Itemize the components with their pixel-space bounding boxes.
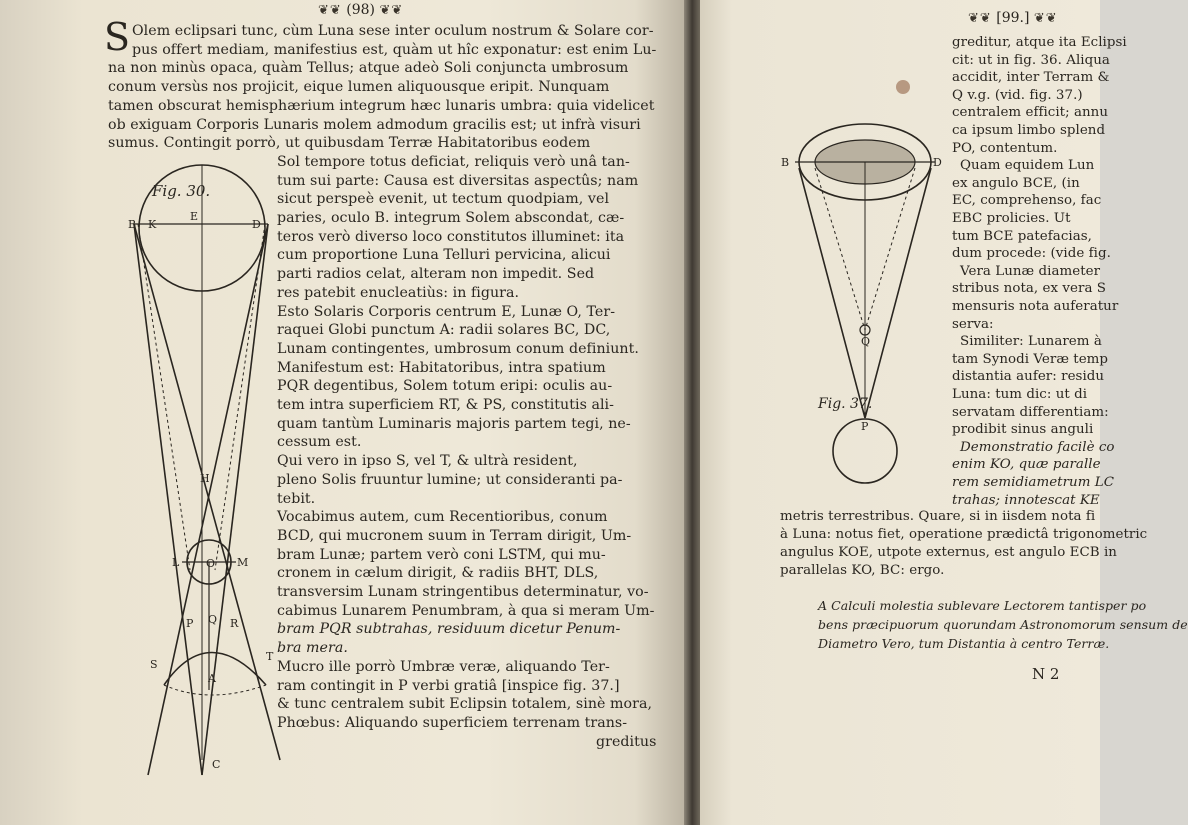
text-line: sicut perspeè evenit, ut tectum quodpiam, vel — [277, 191, 610, 208]
figure-label: K — [148, 218, 157, 231]
text-line: greditus — [596, 733, 657, 750]
text-line: Similiter: Lunarem à — [960, 334, 1102, 350]
text-line: serva: — [952, 316, 994, 332]
header-ornament: ❦❦ — [379, 3, 404, 18]
figure-label: T — [266, 650, 274, 663]
figure-label: L — [172, 556, 180, 569]
text-line: metris terrestribus. Quare, si in iisdem nota fi — [780, 509, 1096, 524]
text-line: na non minùs opaca, quàm Tellus; atque adeò Soli conjuncta umbrosum — [108, 60, 629, 77]
text-line: à Luna: notus fiet, operatione prædictâ trigonometric — [780, 527, 1148, 542]
right-page — [700, 0, 1188, 825]
text-line: Lunam contingentes, umbrosum conum definiunt. — [277, 340, 639, 357]
text-line: accidit, inter Terram & — [952, 70, 1110, 86]
text-line: parti radios celat, alteram non impedit. Sed — [277, 266, 595, 283]
figure-label: R — [230, 617, 239, 630]
figure-37-caption: Fig. 37. — [818, 396, 873, 412]
text-line: Quam equidem Lun — [960, 158, 1095, 174]
figure-label: Q — [208, 613, 218, 626]
text-line: teros verò diverso loco constitutos illuminet: ita — [277, 228, 625, 245]
text-line: Olem eclipsari tunc, cùm Luna sese inter oculum nostrum & Solare cor- — [132, 23, 654, 39]
text-line: enim KO, quæ paralle — [952, 457, 1101, 473]
figure-label: P — [186, 617, 194, 630]
text-line: Qui vero in ipso S, vel T, & ultrà resident, — [277, 453, 578, 470]
page-number: (98) — [346, 2, 375, 18]
figure-label: O — [206, 557, 216, 570]
figure-label: S — [150, 658, 158, 671]
figure-label: D — [252, 218, 261, 231]
text-line: parallelas KO, BC: ergo. — [780, 563, 945, 578]
text-line: transversim Lunam stringentibus determinatur, vo- — [277, 584, 649, 600]
text-line: Phœbus: Aliquando superficiem terrenam trans- — [277, 714, 628, 731]
text-line: tum sui parte: Causa est diversitas aspectûs; nam — [277, 172, 639, 189]
text-line: centralem efficit; annu — [952, 105, 1109, 121]
text-line: tam Synodi Veræ temp — [952, 351, 1109, 367]
figure-label: C — [212, 758, 221, 771]
text-line: ram contingit in P verbi gratiâ [inspice fig. 37.] — [277, 677, 620, 694]
signature-mark: N 2 — [1032, 665, 1060, 683]
text-line: bram Lunæ; partem verò coni LSTM, qui mu- — [277, 546, 606, 563]
figure-label: M — [237, 556, 249, 569]
text-line: distantia aufer: residu — [952, 369, 1105, 385]
figure-label: B — [128, 218, 137, 231]
text-line: cessum est. — [277, 434, 362, 451]
text-line: EBC prolicies. Ut — [952, 211, 1071, 226]
drop-cap: S — [104, 15, 131, 59]
text-line: tebit. — [277, 490, 316, 507]
figure-label: Q — [861, 335, 871, 348]
text-line: bram PQR subtrahas, residuum dicetur Penum- — [277, 621, 621, 638]
text-line: dum procede: (vide fig. — [952, 246, 1111, 262]
header-ornament: ❦❦ — [968, 11, 992, 26]
figure-label: E — [190, 210, 199, 223]
text-line: sumus. Contingit porrò, ut quibusdam Terræ Habitatoribus eodem — [108, 135, 591, 152]
text-line: quam tantùm Luminaris majoris partem tegi, ne- — [277, 415, 631, 432]
text-line: Diametro Vero, tum Distantia à centro Terræ. — [818, 636, 1110, 651]
text-line: pleno Solis fruuntur lumine; ut consideranti pa- — [277, 471, 623, 488]
text-line: Vocabimus autem, cum Recentioribus, conum — [277, 509, 608, 526]
right-page-header — [968, 10, 1058, 26]
figure-label: B — [781, 156, 790, 169]
figure-30 — [120, 160, 300, 780]
text-line: rem semidiametrum LC — [952, 475, 1115, 490]
text-line: prodibit sinus anguli — [952, 422, 1094, 438]
text-line: cabimus Lunarem Penumbram, à qua si meram Um- — [277, 602, 655, 619]
figure-30-caption: Fig. 30. — [152, 182, 211, 200]
text-line: stribus nota, ex vera S — [952, 281, 1107, 297]
text-line: bra mera. — [277, 640, 348, 657]
text-line: angulus KOE, utpote externus, est angulo ECB in — [780, 545, 1117, 560]
text-line: PQR degentibus, Solem totum eripi: oculis au- — [277, 378, 613, 395]
header-ornament: ❦❦ — [1033, 11, 1058, 26]
text-line: res patebit enucleatiùs: in figura. — [277, 284, 520, 301]
text-line: cronem in cælum dirigit, & radiis BHT, DLS, — [277, 565, 599, 582]
text-line: EC, comprehenso, fac — [952, 193, 1102, 209]
text-line: ob exiguam Corporis Lunaris molem admodum gracilis est; ut infrà visuri — [108, 116, 641, 133]
text-line: tum BCE patefacias, — [952, 228, 1092, 244]
text-line: BCD, qui mucronem suum in Terram dirigit, Um- — [277, 527, 632, 544]
page-number: [99.] — [996, 10, 1030, 26]
text-line: tem intra superficiem RT, & PS, constitutis ali- — [277, 397, 614, 413]
text-line: cit: ut in fig. 36. Aliqua — [952, 52, 1110, 68]
text-line: ca ipsum limbo splend — [952, 123, 1106, 138]
left-page-header — [318, 2, 403, 18]
figure-label: D — [933, 156, 942, 169]
ink-stain — [896, 80, 910, 94]
figure-label: A — [208, 672, 216, 685]
text-line: tamen obscurat hemisphærium integrum hæc lunaris umbra: quia videlicet — [108, 97, 655, 114]
figure-37 — [781, 118, 945, 488]
text-line: PO, contentum. — [952, 140, 1058, 156]
text-line: bens præcipuorum quorundam Astronomorum sensum de — [818, 617, 1188, 632]
text-line: Luna: tum dic: ut di — [952, 387, 1088, 402]
text-line: Manifestum est: Habitatoribus, intra spatium — [277, 359, 606, 376]
figure-label: H — [200, 472, 210, 485]
text-line: & tunc centralem subit Eclipsin totalem, sinè mora, — [277, 696, 653, 713]
text-line: trahas; innotescat KE — [952, 492, 1100, 508]
text-line: greditur, atque ita Eclipsi — [952, 35, 1127, 50]
header-ornament: ❦❦ — [318, 3, 342, 18]
text-line: Q v.g. (vid. fig. 37.) — [952, 87, 1083, 103]
text-line: pus offert mediam, manifestius est, quàm ut hîc exponatur: est enim Lu- — [132, 41, 657, 58]
text-line: Mucro ille porrò Umbræ veræ, aliquando Ter- — [277, 658, 610, 675]
text-line: raquei Globi punctum A: radii solares BC, DC, — [277, 322, 611, 339]
text-line: Vera Lunæ diameter — [960, 263, 1101, 279]
text-line: Esto Solaris Corporis centrum E, Lunæ O, Ter- — [277, 303, 616, 320]
text-line: conum versùs nos projicit, eique lumen aliquousque eripit. Nunquam — [108, 79, 610, 96]
figure-label: P — [861, 420, 869, 433]
text-line: mensuris nota auferatur — [952, 299, 1119, 314]
text-line: Sol tempore totus deficiat, reliquis verò unâ tan- — [277, 153, 630, 170]
text-line: servatam differentiam: — [952, 404, 1109, 420]
text-line: Demonstratio facilè co — [960, 439, 1115, 455]
text-line: paries, oculo B. integrum Solem abscondat, cæ- — [277, 210, 625, 226]
text-line: A Calculi molestia sublevare Lectorem tantisper po — [818, 598, 1147, 613]
text-line: ex angulo BCE, (in — [952, 175, 1080, 191]
text-line: cum proportione Luna Telluri pervicina, alicui — [277, 247, 611, 264]
